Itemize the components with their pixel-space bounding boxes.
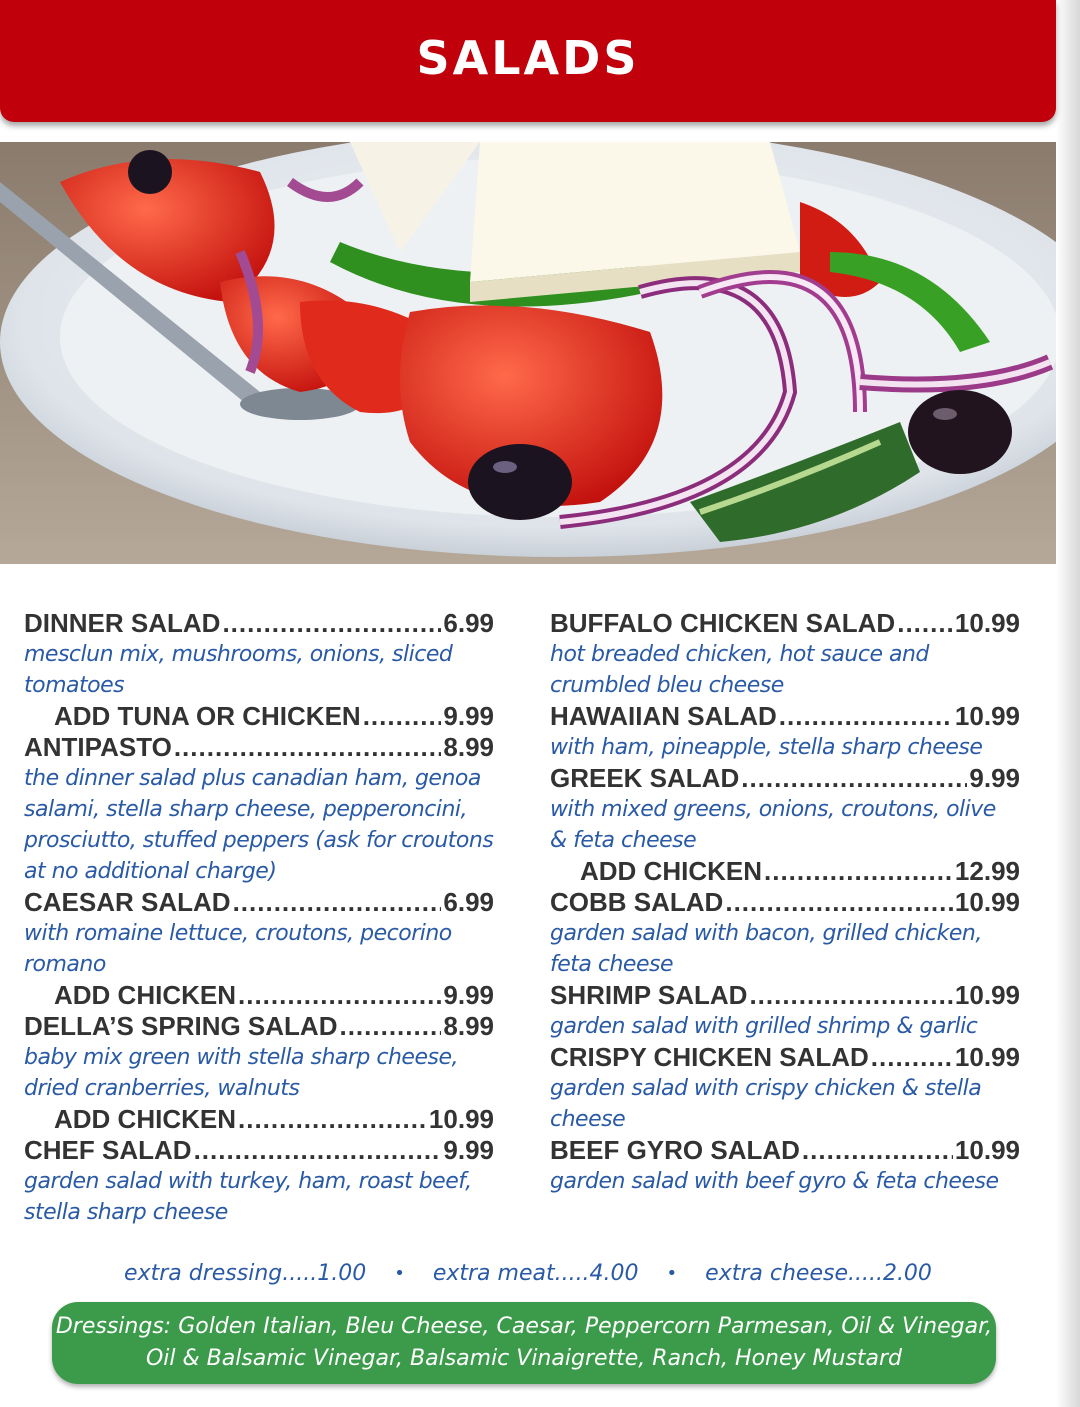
dot-leader [764,856,953,887]
menu-item-name: ADD CHICKEN [580,856,762,886]
menu-item [550,980,1020,1011]
menu-item-description: tomatoes [24,673,125,698]
extras-bar [0,1256,1056,1290]
menu-item-description: garden salad with bacon, grilled chicken, [550,921,982,946]
menu-item-price: 6.99 [443,887,494,917]
menu-item-name: HAWAIIAN SALAD [550,701,777,731]
menu-item [550,887,1020,918]
menu-item [24,732,494,763]
dressings-line-2: Oil & Balsamic Vinegar, Balsamic Vinaigrette, Ranch, Honey Mustard [145,1346,903,1371]
dot-leader [222,608,441,639]
menu-item-description: with mixed greens, onions, croutons, olive [550,797,996,822]
extra-meat-price: extra meat.....4.00 [432,1260,639,1286]
menu-item-name: ANTIPASTO [24,732,172,762]
dot-leader [741,763,967,794]
page-edge-shadow [1056,0,1080,1407]
dressings-line-1: Dressings: Golden Italian, Bleu Cheese, Caesar, Peppercorn Parmesan, Oil & Vinegar, [55,1314,993,1339]
menu-item-addon [24,701,494,732]
menu-item-description: dried cranberries, walnuts [24,1076,300,1101]
menu-item-name: CRISPY CHICKEN SALAD [550,1042,869,1072]
menu-item-description: garden salad with grilled shrimp & garlic [550,1014,978,1039]
dot-leader [725,887,953,918]
dot-leader [238,1104,427,1135]
menu-item-name: DELLA’S SPRING SALAD [24,1011,338,1041]
menu-column-left [24,608,494,1228]
menu-item-description: crumbled bleu cheese [550,673,784,698]
menu-item [550,701,1020,732]
menu-item [550,1135,1020,1166]
menu-item-name: COBB SALAD [550,887,724,917]
menu-item-name: DINNER SALAD [24,608,221,638]
menu-item-name: ADD TUNA OR CHICKEN [54,701,361,731]
menu-item [550,608,1020,639]
menu-item-price: 6.99 [443,608,494,638]
menu-item-price: 10.99 [954,980,1020,1010]
menu-item [24,1135,494,1166]
salad-photo [0,142,1056,564]
menu-item-description: at no additional charge) [24,859,277,884]
menu-item-description: with ham, pineapple, stella sharp cheese [550,735,983,760]
menu-item-price: 10.99 [954,887,1020,917]
menu-item-name: GREEK SALAD [550,763,740,793]
menu-item-description: garden salad with beef gyro & feta cheese [550,1169,999,1194]
dot-leader [233,887,442,918]
menu-item-price: 10.99 [954,1042,1020,1072]
menu-item-description: stella sharp cheese [24,1200,228,1225]
menu-item-description: romano [24,952,106,977]
extra-cheese-price: extra cheese.....2.00 [705,1260,932,1286]
menu-item-description: & feta cheese [550,828,697,853]
menu-item-price: 9.99 [443,980,494,1010]
menu-item-price: 8.99 [443,1011,494,1041]
menu-item-name: CAESAR SALAD [24,887,231,917]
menu-item-description: with romaine lettuce, croutons, pecorino [24,921,452,946]
dot-leader [779,701,953,732]
bullet-separator: • [666,1262,678,1284]
menu-item-description: salami, stella sharp cheese, pepperoncini, [24,797,468,822]
menu-item-price: 10.99 [954,1135,1020,1165]
menu-item-price: 12.99 [954,856,1020,886]
menu-item-description: feta cheese [550,952,673,977]
menu-item-name: CHEF SALAD [24,1135,192,1165]
menu-item-description: cheese [550,1107,626,1132]
menu-item-price: 9.99 [969,763,1020,793]
dot-leader [339,1011,441,1042]
menu-item [550,763,1020,794]
menu-item-name: ADD CHICKEN [54,1104,236,1134]
dot-leader [238,980,441,1011]
menu-item-price: 10.99 [954,701,1020,731]
section-title: SALADS [416,31,640,85]
menu-item-description: mesclun mix, mushrooms, onions, sliced [24,642,453,667]
menu-item-name: BEEF GYRO SALAD [550,1135,800,1165]
menu-item [24,608,494,639]
menu-item-description: garden salad with crispy chicken & stella [550,1076,982,1101]
dot-leader [802,1135,953,1166]
menu-item-name: ADD CHICKEN [54,980,236,1010]
menu-item-description: the dinner salad plus canadian ham, genoa [24,766,481,791]
menu-item-addon [550,856,1020,887]
menu-item-price: 9.99 [443,701,494,731]
menu-item-name: SHRIMP SALAD [550,980,748,1010]
menu-item-description: hot breaded chicken, hot sauce and [550,642,929,667]
section-header [0,0,1056,122]
menu-item-price: 9.99 [443,1135,494,1165]
menu-item [24,1011,494,1042]
extra-dressing-price: extra dressing.....1.00 [124,1260,367,1286]
dot-leader [897,608,953,639]
menu-item-addon [24,1104,494,1135]
menu-item [550,1042,1020,1073]
dot-leader [363,701,442,732]
bullet-separator: • [394,1262,405,1284]
dot-leader [174,732,442,763]
menu-item-addon [24,980,494,1011]
menu-item-description: prosciutto, stuffed peppers (ask for croutons [24,828,494,853]
menu-column-right [550,608,1020,1197]
menu-item-name: BUFFALO CHICKEN SALAD [550,608,896,638]
dot-leader [749,980,952,1011]
menu-item-price: 10.99 [428,1104,494,1134]
dot-leader [194,1135,442,1166]
menu-item-price: 8.99 [443,732,494,762]
menu-item-description: baby mix green with stella sharp cheese, [24,1045,458,1070]
dressings-banner [52,1302,996,1384]
dot-leader [871,1042,953,1073]
menu-item-description: garden salad with turkey, ham, roast beef, [24,1169,472,1194]
menu-item-price: 10.99 [954,608,1020,638]
menu-item [24,887,494,918]
